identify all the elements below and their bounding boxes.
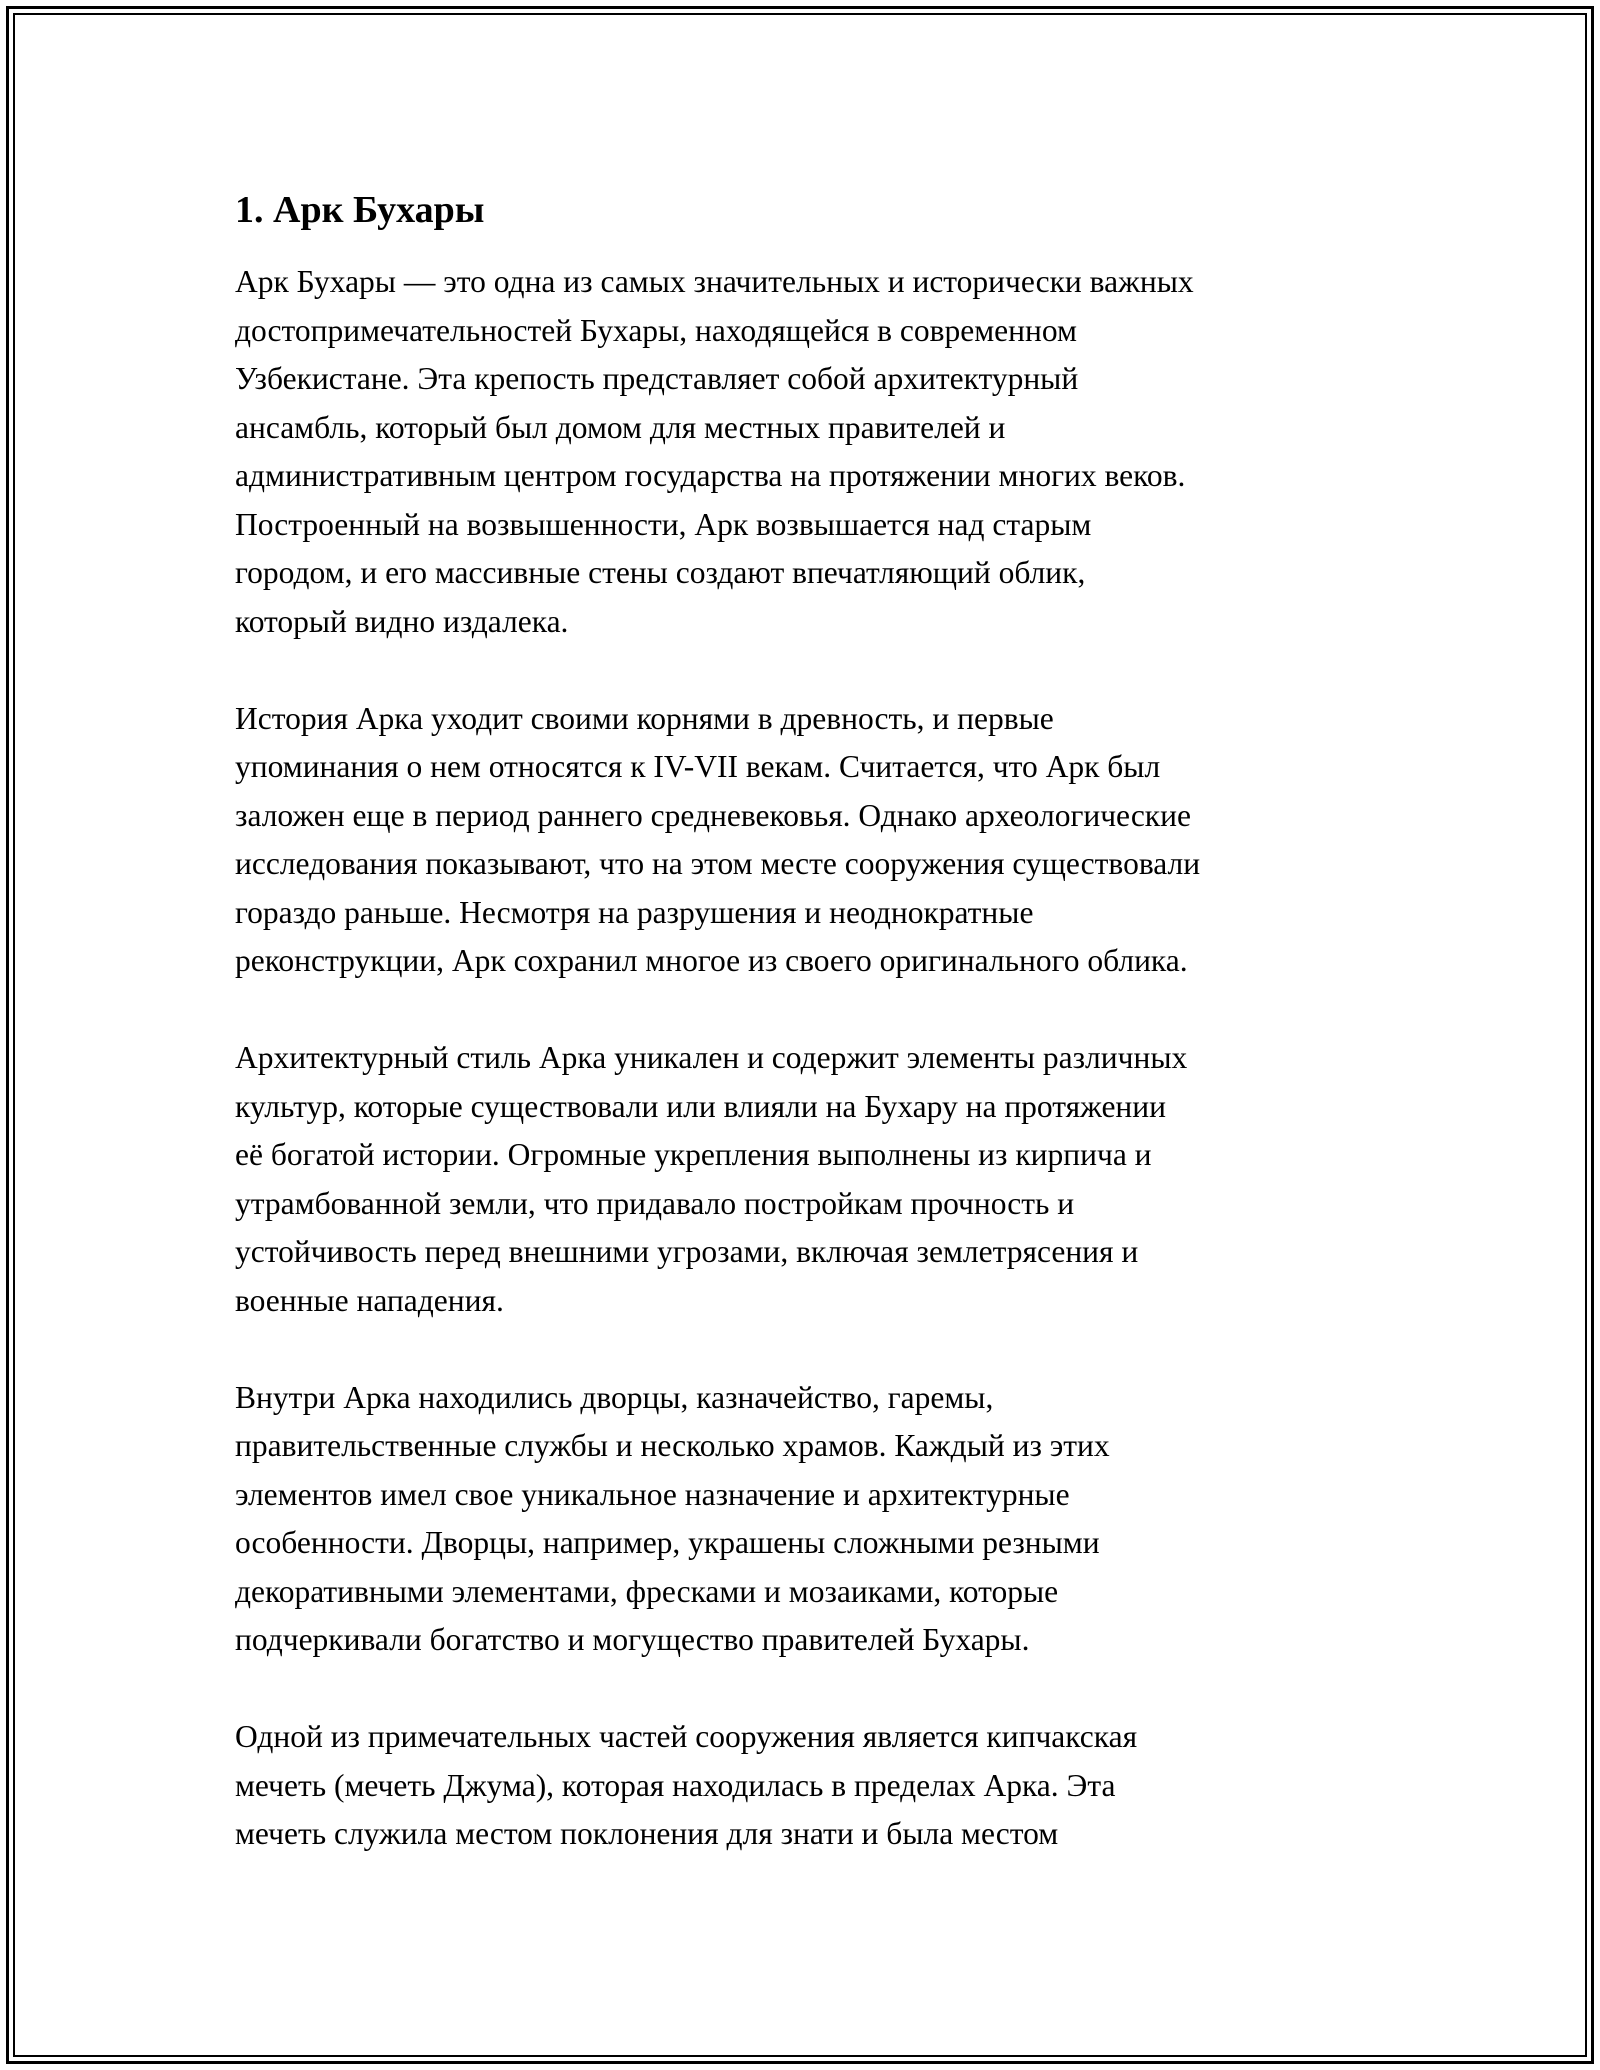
text-line: мечеть (мечеть Джума), которая находилась в пределах Арка. Эта [235,1767,1116,1803]
text-line: который видно издалека. [235,603,569,639]
text-line: мечеть служила местом поклонения для знати и была местом [235,1816,1059,1851]
text-line: Узбекистане. Эта крепость представляет собой архитектурный [235,361,1079,396]
text-line: подчеркивали богатство и могущество правителей Бухары. [235,1622,1030,1657]
text-line: декоративными элементами, фресками и мозаиками, которые [235,1573,1059,1609]
text-line: особенности. Дворцы, например, украшены сложными резными [235,1525,1100,1560]
paragraph-5 [235,1713,1385,1859]
text-line: ансамбль, который был домом для местных правителей и [235,409,1006,445]
text-line: достопримечательностей Бухары, находящейся в современном [235,312,1077,348]
text-line: Внутри Арка находились дворцы, казначейство, гаремы, [235,1379,994,1415]
text-line: культур, которые существовали или влияли на Бухару на протяжении [235,1088,1167,1124]
text-line: История Арка уходит своими корнями в древность, и первые [235,700,1054,736]
text-line: элементов имел свое уникальное назначение и архитектурные [235,1476,1070,1512]
text-line: заложен еще в период раннего средневековья. Однако археологические [235,797,1191,833]
text-line: городом, и его массивные стены создают впечатляющий облик, [235,555,1086,590]
text-line: гораздо раньше. Несмотря на разрушения и неоднократные [235,894,1034,930]
text-line: упоминания о нем относятся к IV-VII векам. Считается, что Арк был [235,749,1161,784]
section-heading: 1. Арк Бухары [235,189,485,231]
text-line: административным центром государства на протяжении многих веков. [235,458,1186,493]
text-line: реконструкции, Арк сохранил многое из своего оригинального облика. [235,943,1188,978]
text-line: Построенный на возвышенности, Арк возвышается над старым [235,506,1092,542]
text-line: Арк Бухары — это одна из самых значительных и исторически важных [235,264,1194,299]
text-line: исследования показывают, что на этом месте сооружения существовали [235,846,1201,881]
text-line: Архитектурный стиль Арка уникален и содержит элементы различных [235,1040,1188,1075]
text-line: правительственные службы и несколько храмов. Каждый из этих [235,1428,1110,1463]
paragraph-4 [235,1374,1385,1665]
paragraph-2 [235,695,1385,986]
paragraph-3 [235,1034,1385,1325]
text-line: её богатой истории. Огромные укрепления выполнены из кирпича и [235,1137,1152,1172]
text-line: Одной из примечательных частей сооружения является кипчакская [235,1719,1138,1754]
text-line: утрамбованной земли, что придавало постройкам прочность и [235,1185,1075,1221]
text-line: устойчивость перед внешними угрозами, включая землетрясения и [235,1234,1139,1269]
text-line: военные нападения. [235,1282,504,1318]
document-body [235,180,1385,1907]
paragraph-1 [235,258,1385,646]
